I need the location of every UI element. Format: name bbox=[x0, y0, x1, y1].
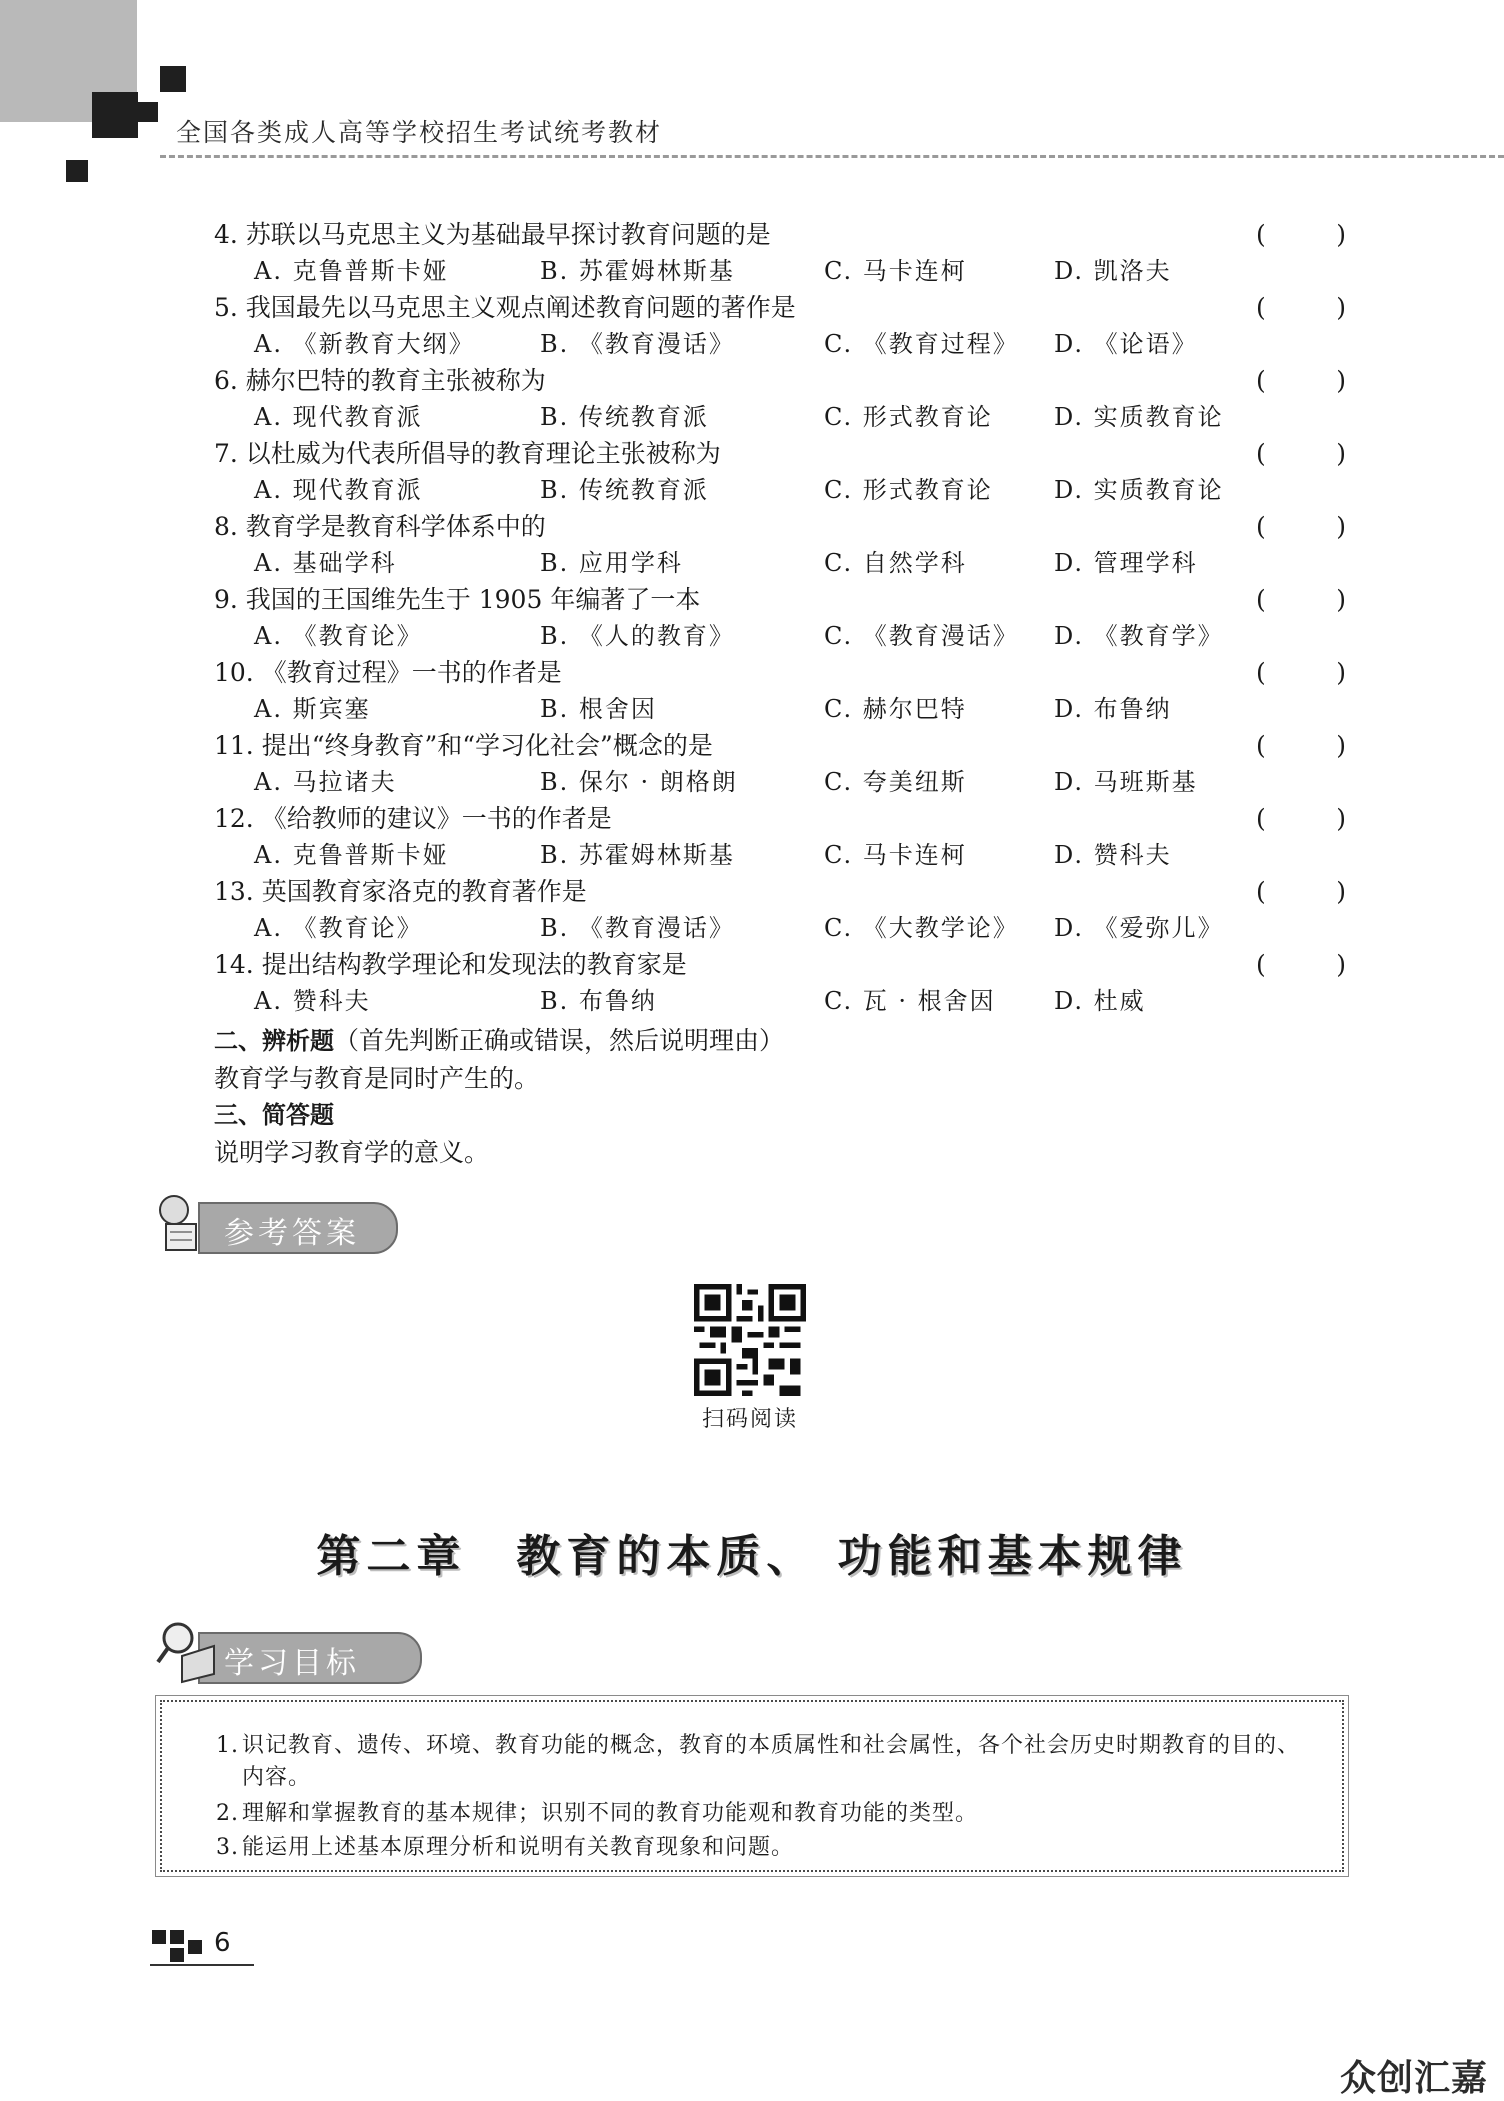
question-item bbox=[214, 216, 1344, 289]
option-c: C. 夸美纽斯 bbox=[824, 768, 967, 796]
option-d: D. 实质教育论 bbox=[1054, 476, 1224, 504]
option-b: B. 传统教育派 bbox=[540, 476, 709, 504]
header-square bbox=[160, 66, 186, 92]
option-a: A. 基础学科 bbox=[254, 549, 397, 577]
option-c: C. 形式教育论 bbox=[824, 403, 993, 431]
option-b: B. 传统教育派 bbox=[540, 403, 709, 431]
lightbulb-icon bbox=[152, 1182, 212, 1262]
option-a: A. 克鲁普斯卡娅 bbox=[254, 841, 449, 869]
option-d: D. 凯洛夫 bbox=[1054, 257, 1172, 285]
question-item bbox=[214, 873, 1344, 946]
question-item bbox=[214, 800, 1344, 873]
answer-label-text: 参考答案 bbox=[224, 1216, 360, 1251]
option-d: D. 《教育学》 bbox=[1054, 622, 1224, 650]
magnifier-book-icon bbox=[152, 1612, 222, 1692]
question-item bbox=[214, 727, 1344, 800]
section-analysis bbox=[214, 1022, 1344, 1171]
goal-text: 理解和掌握教育的基本规律；识别不同的教育功能观和教育功能的类型。 bbox=[242, 1801, 979, 1826]
goal-text: 识记教育、遗传、环境、教育功能的概念，教育的本质属性和社会属性，各个社会历史时期教育的目的、内容。 bbox=[242, 1733, 1301, 1790]
question-stem: 14. 提出结构教学理论和发现法的教育家是 bbox=[214, 950, 687, 979]
option-b: B. 《人的教育》 bbox=[540, 622, 735, 650]
header-title: 全国各类成人高等学校招生考试统考教材 bbox=[176, 118, 663, 147]
answer-blank: ( ) bbox=[1256, 950, 1346, 979]
qr-code[interactable] bbox=[694, 1284, 806, 1396]
goal-number: 3. bbox=[216, 1835, 239, 1860]
option-d: D. 管理学科 bbox=[1054, 549, 1198, 577]
option-d: D. 杜威 bbox=[1054, 987, 1146, 1015]
answer-blank: ( ) bbox=[1256, 804, 1346, 833]
header-square bbox=[138, 102, 158, 122]
option-a: A. 赞科夫 bbox=[254, 987, 371, 1015]
option-c: C. 《大教学论》 bbox=[824, 914, 1019, 942]
question-stem: 7. 以杜威为代表所倡导的教育理论主张被称为 bbox=[214, 439, 721, 468]
option-b: B. 《教育漫话》 bbox=[540, 330, 735, 358]
question-item bbox=[214, 581, 1344, 654]
question-item bbox=[214, 654, 1344, 727]
option-c: C. 自然学科 bbox=[824, 549, 967, 577]
question-stem: 5. 我国最先以马克思主义观点阐述教育问题的著作是 bbox=[214, 293, 796, 322]
goals-box bbox=[160, 1700, 1344, 1872]
question-list bbox=[214, 216, 1344, 1019]
goals-label bbox=[152, 1612, 432, 1692]
goal-item bbox=[216, 1730, 1322, 1794]
goal-item bbox=[216, 1832, 1322, 1864]
option-c: C. 赫尔巴特 bbox=[824, 695, 967, 723]
section-body: 说明学习教育学的意义。 bbox=[214, 1138, 490, 1167]
option-a: A. 斯宾塞 bbox=[254, 695, 371, 723]
question-stem: 6. 赫尔巴特的教育主张被称为 bbox=[214, 366, 546, 395]
option-d: D. 布鲁纳 bbox=[1054, 695, 1172, 723]
question-stem: 8. 教育学是教育科学体系中的 bbox=[214, 512, 546, 541]
answer-blank: ( ) bbox=[1256, 366, 1346, 395]
page-number-rule bbox=[150, 1964, 254, 1966]
answer-blank: ( ) bbox=[1256, 658, 1346, 687]
question-stem: 12. 《给教师的建议》一书的作者是 bbox=[214, 804, 612, 833]
goals-label-text: 学习目标 bbox=[224, 1646, 360, 1681]
answer-blank: ( ) bbox=[1256, 220, 1346, 249]
question-stem: 9. 我国的王国维先生于 1905 年编著了一本 bbox=[214, 585, 701, 614]
answer-blank: ( ) bbox=[1256, 877, 1346, 906]
footer-square bbox=[170, 1930, 184, 1944]
option-a: A. 马拉诸夫 bbox=[254, 768, 397, 796]
question-stem: 13. 英国教育家洛克的教育著作是 bbox=[214, 877, 587, 906]
question-item bbox=[214, 508, 1344, 581]
option-b: B. 苏霍姆林斯基 bbox=[540, 257, 735, 285]
goal-text: 能运用上述基本原理分析和说明有关教育现象和问题。 bbox=[242, 1835, 795, 1860]
option-b: B. 布鲁纳 bbox=[540, 987, 657, 1015]
option-a: A. 《新教育大纲》 bbox=[254, 330, 475, 358]
answer-blank: ( ) bbox=[1256, 439, 1346, 468]
option-a: A. 现代教育派 bbox=[254, 403, 423, 431]
question-item bbox=[214, 435, 1344, 508]
header-rule bbox=[160, 155, 1504, 158]
answer-blank: ( ) bbox=[1256, 293, 1346, 322]
chapter-title: 第二章 教育的本质、 功能和基本规律 bbox=[316, 1531, 1188, 1582]
answer-blank: ( ) bbox=[1256, 731, 1346, 760]
option-b: B. 《教育漫话》 bbox=[540, 914, 735, 942]
option-c: C. 马卡连柯 bbox=[824, 257, 967, 285]
question-item bbox=[214, 289, 1344, 362]
footer-square bbox=[170, 1948, 184, 1962]
goal-number: 1. bbox=[216, 1733, 239, 1758]
option-a: A. 现代教育派 bbox=[254, 476, 423, 504]
option-b: B. 保尔 · 朗格朗 bbox=[540, 768, 738, 796]
answer-label bbox=[152, 1182, 402, 1262]
answer-blank: ( ) bbox=[1256, 585, 1346, 614]
question-stem: 11. 提出“终身教育”和“学习化社会”概念的是 bbox=[214, 731, 713, 760]
page-number: 6 bbox=[214, 1928, 231, 1958]
footer-square bbox=[152, 1930, 166, 1944]
question-item bbox=[214, 946, 1344, 1019]
option-c: C. 形式教育论 bbox=[824, 476, 993, 504]
option-d: D. 实质教育论 bbox=[1054, 403, 1224, 431]
question-item bbox=[214, 362, 1344, 435]
option-b: B. 根舍因 bbox=[540, 695, 657, 723]
option-c: C. 《教育漫话》 bbox=[824, 622, 1019, 650]
option-a: A. 克鲁普斯卡娅 bbox=[254, 257, 449, 285]
option-d: D. 《爱弥儿》 bbox=[1054, 914, 1224, 942]
option-c: C. 马卡连柯 bbox=[824, 841, 967, 869]
option-d: D. 赞科夫 bbox=[1054, 841, 1172, 869]
watermark: 众创汇嘉 bbox=[1340, 2058, 1489, 2099]
option-c: C. 瓦 · 根舍因 bbox=[824, 987, 996, 1015]
header-square bbox=[92, 92, 138, 138]
option-a: A. 《教育论》 bbox=[254, 622, 423, 650]
option-d: D. 马班斯基 bbox=[1054, 768, 1198, 796]
section-title: 二、辨析题 bbox=[214, 1027, 334, 1055]
section-body: 教育学与教育是同时产生的。 bbox=[214, 1064, 540, 1093]
section-title: 三、简答题 bbox=[214, 1101, 334, 1129]
option-a: A. 《教育论》 bbox=[254, 914, 423, 942]
goal-number: 2. bbox=[216, 1801, 239, 1826]
option-b: B. 应用学科 bbox=[540, 549, 683, 577]
footer-square bbox=[188, 1940, 202, 1954]
qr-caption: 扫码阅读 bbox=[701, 1407, 798, 1432]
goal-item bbox=[216, 1798, 1322, 1830]
question-stem: 4. 苏联以马克思主义为基础最早探讨教育问题的是 bbox=[214, 220, 771, 249]
option-b: B. 苏霍姆林斯基 bbox=[540, 841, 735, 869]
option-c: C. 《教育过程》 bbox=[824, 330, 1019, 358]
header-square bbox=[66, 160, 88, 182]
question-stem: 10. 《教育过程》一书的作者是 bbox=[214, 658, 562, 687]
section-note: （首先判断正确或错误，然后说明理由） bbox=[334, 1026, 785, 1055]
option-d: D. 《论语》 bbox=[1054, 330, 1198, 358]
answer-blank: ( ) bbox=[1256, 512, 1346, 541]
